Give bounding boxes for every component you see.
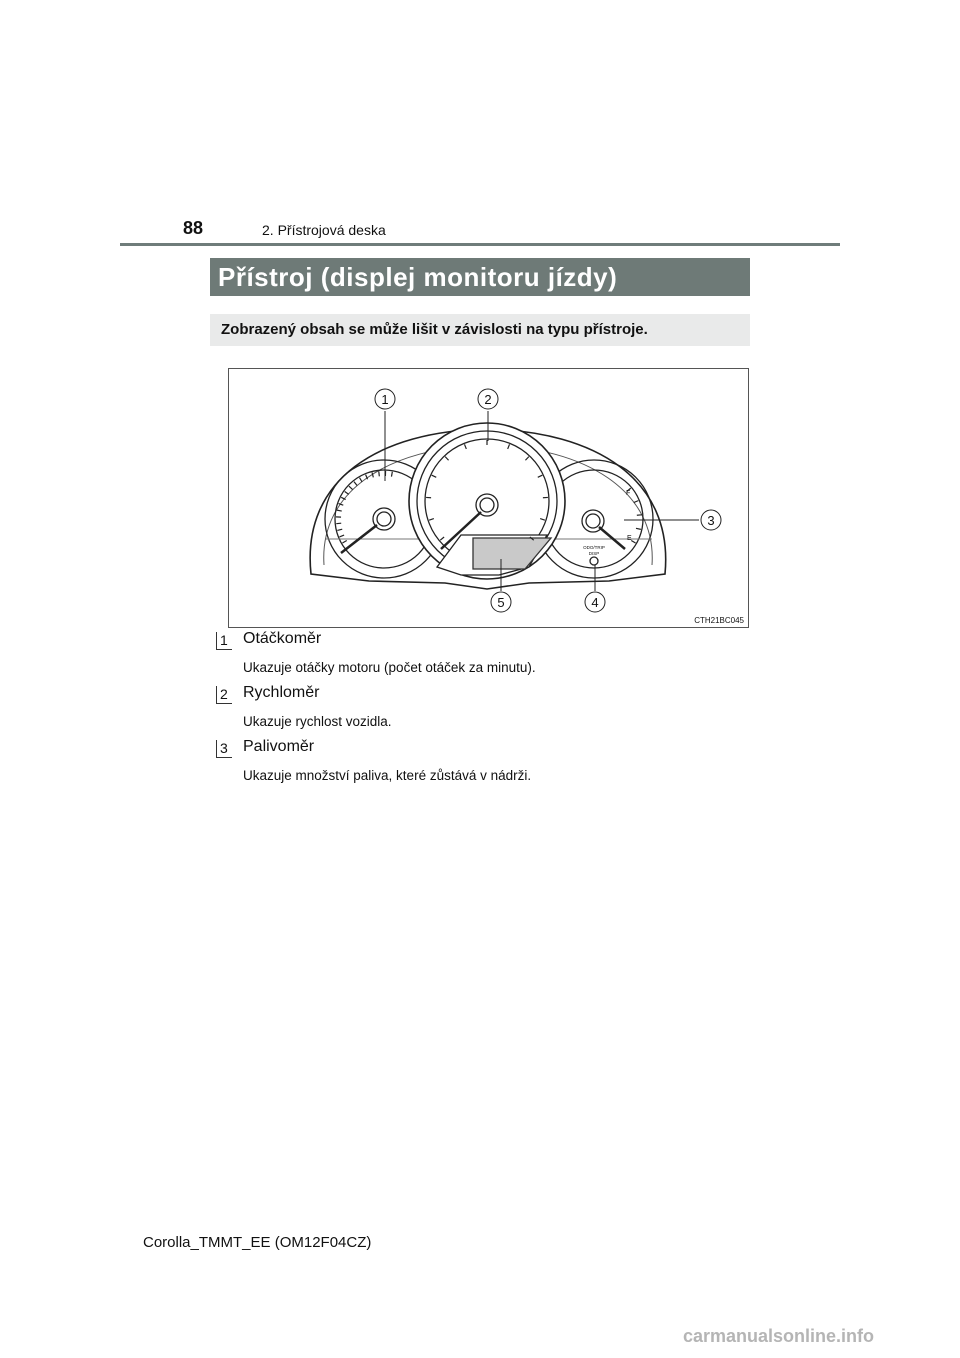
- tachometer-tick: [379, 471, 380, 476]
- tachometer-tick: [349, 486, 353, 489]
- callout-2: 2: [484, 392, 492, 407]
- item-title: Rychloměr: [243, 684, 320, 701]
- disp-label: DISP: [588, 551, 600, 556]
- instrument-cluster-figure: [228, 368, 749, 628]
- header-divider: [120, 243, 840, 246]
- section-title: 2. Přístrojová deska: [262, 222, 386, 238]
- figure-code: CTH21BC045: [694, 616, 744, 625]
- fuel-tick: [634, 501, 639, 503]
- callout-4: 4: [591, 595, 599, 610]
- tachometer-tick: [337, 529, 342, 530]
- tachometer-tick: [372, 473, 373, 478]
- tachometer-tick: [342, 541, 346, 544]
- item-description: Ukazuje rychlost vozidla.: [243, 714, 392, 729]
- watermark: carmanualsonline.info: [683, 1326, 875, 1346]
- tachometer-tick: [339, 535, 344, 537]
- callout-5: 5: [497, 595, 505, 610]
- page-number: 88: [183, 218, 204, 238]
- odo-trip-label: ODO/TRIP: [583, 545, 605, 550]
- callout-3: 3: [707, 513, 715, 528]
- note-box: Zobrazený obsah se může lišit v závislosti na typu přístroje.: [210, 314, 750, 346]
- item-title: Otáčkoměr: [243, 630, 322, 647]
- item-number: 2: [216, 686, 232, 704]
- page-title: Přístroj (displej monitoru jízdy): [210, 258, 750, 296]
- footer-doc-id: Corolla_TMMT_EE (OM12F04CZ): [143, 1234, 372, 1251]
- fuel-empty-label: E: [627, 535, 632, 542]
- tachometer-tick: [360, 478, 363, 482]
- item-title: Palivoměr: [243, 738, 315, 755]
- item-number: 3: [216, 740, 232, 758]
- tachometer-tick: [345, 491, 349, 494]
- tachometer-tick: [391, 472, 392, 477]
- instrument-cluster-illustration: [229, 369, 750, 629]
- tachometer-tick: [354, 482, 357, 486]
- fuel-full-label: F: [626, 490, 631, 497]
- fuel-tick: [636, 528, 641, 529]
- item-description: Ukazuje množství paliva, které zůstává v nádrži.: [243, 768, 532, 783]
- callout-1: 1: [381, 392, 389, 407]
- item-number: 1: [216, 632, 232, 650]
- fuel-tick: [631, 541, 635, 544]
- item-description: Ukazuje otáčky motoru (počet otáček za minutu).: [243, 660, 536, 675]
- tachometer-tick: [337, 510, 342, 511]
